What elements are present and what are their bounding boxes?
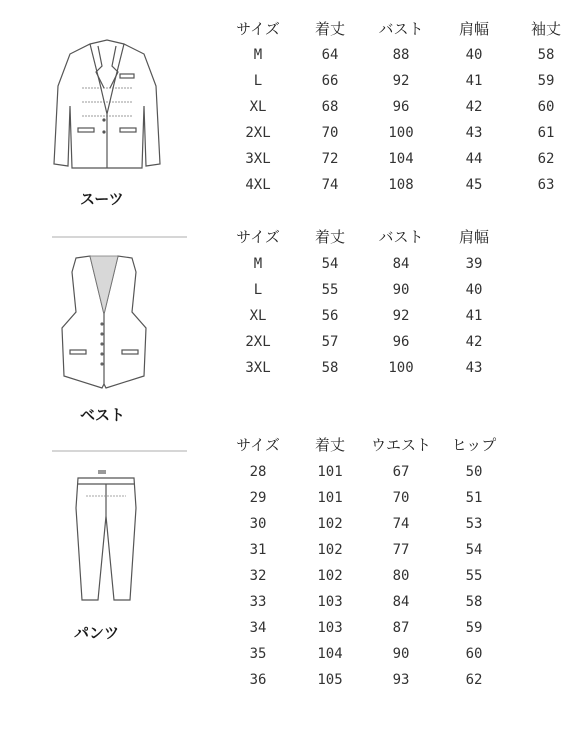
table-cell: 39 (465, 256, 483, 272)
table-cell: 33 (249, 594, 267, 610)
table-cell: 31 (249, 542, 267, 558)
table-cell: 92 (392, 73, 410, 89)
table-header: サイズ (236, 436, 280, 454)
table-cell: 103 (317, 620, 343, 636)
table-cell: 102 (317, 542, 343, 558)
table-cell: 62 (465, 672, 483, 688)
table-header: 肩幅 (458, 20, 489, 38)
table-cell: 58 (465, 594, 483, 610)
table-cell: 59 (465, 620, 483, 636)
table-cell: 77 (392, 542, 410, 558)
table-header: 着丈 (314, 20, 345, 38)
table-header: サイズ (236, 20, 280, 38)
table-cell: 40 (465, 282, 483, 298)
table-cell: 57 (321, 334, 339, 350)
table-cell: 40 (465, 47, 483, 63)
table-cell: 108 (388, 177, 414, 193)
table-cell: 29 (249, 490, 267, 506)
table-cell: 101 (317, 464, 343, 480)
table-cell: 100 (388, 125, 414, 141)
table-cell: 72 (321, 151, 339, 167)
table-cell: 102 (317, 568, 343, 584)
table-header: 着丈 (314, 228, 345, 246)
table-cell: 50 (465, 464, 483, 480)
table-cell: 42 (465, 99, 483, 115)
table-cell: 70 (321, 125, 339, 141)
table-cell: 96 (392, 99, 410, 115)
pants-illustration (68, 468, 144, 608)
table-cell: 53 (465, 516, 483, 532)
table-cell: 61 (537, 125, 555, 141)
table-header: ヒップ (451, 436, 497, 454)
table-cell: 55 (321, 282, 339, 298)
table-header: 肩幅 (458, 228, 489, 246)
table-cell: 51 (465, 490, 483, 506)
table-cell: 68 (321, 99, 339, 115)
table-cell: 74 (321, 177, 339, 193)
table-cell: 45 (465, 177, 483, 193)
table-cell: 41 (465, 73, 483, 89)
table-header: サイズ (236, 228, 280, 246)
table-cell: 2XL (245, 334, 271, 350)
table-cell: 42 (465, 334, 483, 350)
table-cell: 54 (465, 542, 483, 558)
table-cell: 74 (392, 516, 410, 532)
table-cell: 101 (317, 490, 343, 506)
table-cell: 59 (537, 73, 555, 89)
table-cell: 44 (465, 151, 483, 167)
table-header: バスト (378, 228, 424, 246)
table-cell: 96 (392, 334, 410, 350)
table-cell: 62 (537, 151, 555, 167)
table-cell: 30 (249, 516, 267, 532)
table-cell: 90 (392, 282, 410, 298)
table-cell: 70 (392, 490, 410, 506)
table-cell: 55 (465, 568, 483, 584)
table-cell: 35 (249, 646, 267, 662)
vest-illustration (58, 252, 150, 392)
suit-label: スーツ (80, 190, 124, 208)
table-cell: 2XL (245, 125, 271, 141)
table-cell: 58 (537, 47, 555, 63)
table-cell: 60 (465, 646, 483, 662)
suit-illustration (52, 36, 162, 176)
table-cell: 88 (392, 47, 410, 63)
table-header: ウエスト (370, 436, 431, 454)
table-cell: 104 (388, 151, 414, 167)
table-cell: L (253, 73, 263, 89)
table-cell: 80 (392, 568, 410, 584)
section-divider-1 (52, 236, 187, 238)
table-cell: 43 (465, 125, 483, 141)
table-cell: 56 (321, 308, 339, 324)
pants-label: パンツ (74, 624, 120, 642)
table-cell: 67 (392, 464, 410, 480)
table-cell: 102 (317, 516, 343, 532)
table-cell: 64 (321, 47, 339, 63)
table-cell: 54 (321, 256, 339, 272)
table-cell: M (253, 256, 263, 272)
table-cell: 84 (392, 256, 410, 272)
table-cell: 32 (249, 568, 267, 584)
table-header: 袖丈 (530, 20, 561, 38)
table-cell: 4XL (245, 177, 271, 193)
table-cell: M (253, 47, 263, 63)
table-cell: 90 (392, 646, 410, 662)
table-cell: 36 (249, 672, 267, 688)
table-cell: 103 (317, 594, 343, 610)
table-cell: 43 (465, 360, 483, 376)
table-cell: L (253, 282, 263, 298)
table-cell: 93 (392, 672, 410, 688)
table-cell: 92 (392, 308, 410, 324)
section-divider-2 (52, 450, 187, 452)
vest-label: ベスト (80, 406, 126, 424)
table-cell: 34 (249, 620, 267, 636)
table-cell: 63 (537, 177, 555, 193)
table-cell: XL (249, 308, 267, 324)
table-cell: 66 (321, 73, 339, 89)
table-header: 着丈 (314, 436, 345, 454)
table-cell: 3XL (245, 360, 271, 376)
table-cell: 58 (321, 360, 339, 376)
table-cell: 3XL (245, 151, 271, 167)
table-cell: XL (249, 99, 267, 115)
table-cell: 28 (249, 464, 267, 480)
table-cell: 41 (465, 308, 483, 324)
table-cell: 60 (537, 99, 555, 115)
table-cell: 105 (317, 672, 343, 688)
table-header: バスト (378, 20, 424, 38)
table-cell: 84 (392, 594, 410, 610)
table-cell: 87 (392, 620, 410, 636)
table-cell: 104 (317, 646, 343, 662)
table-cell: 100 (388, 360, 414, 376)
